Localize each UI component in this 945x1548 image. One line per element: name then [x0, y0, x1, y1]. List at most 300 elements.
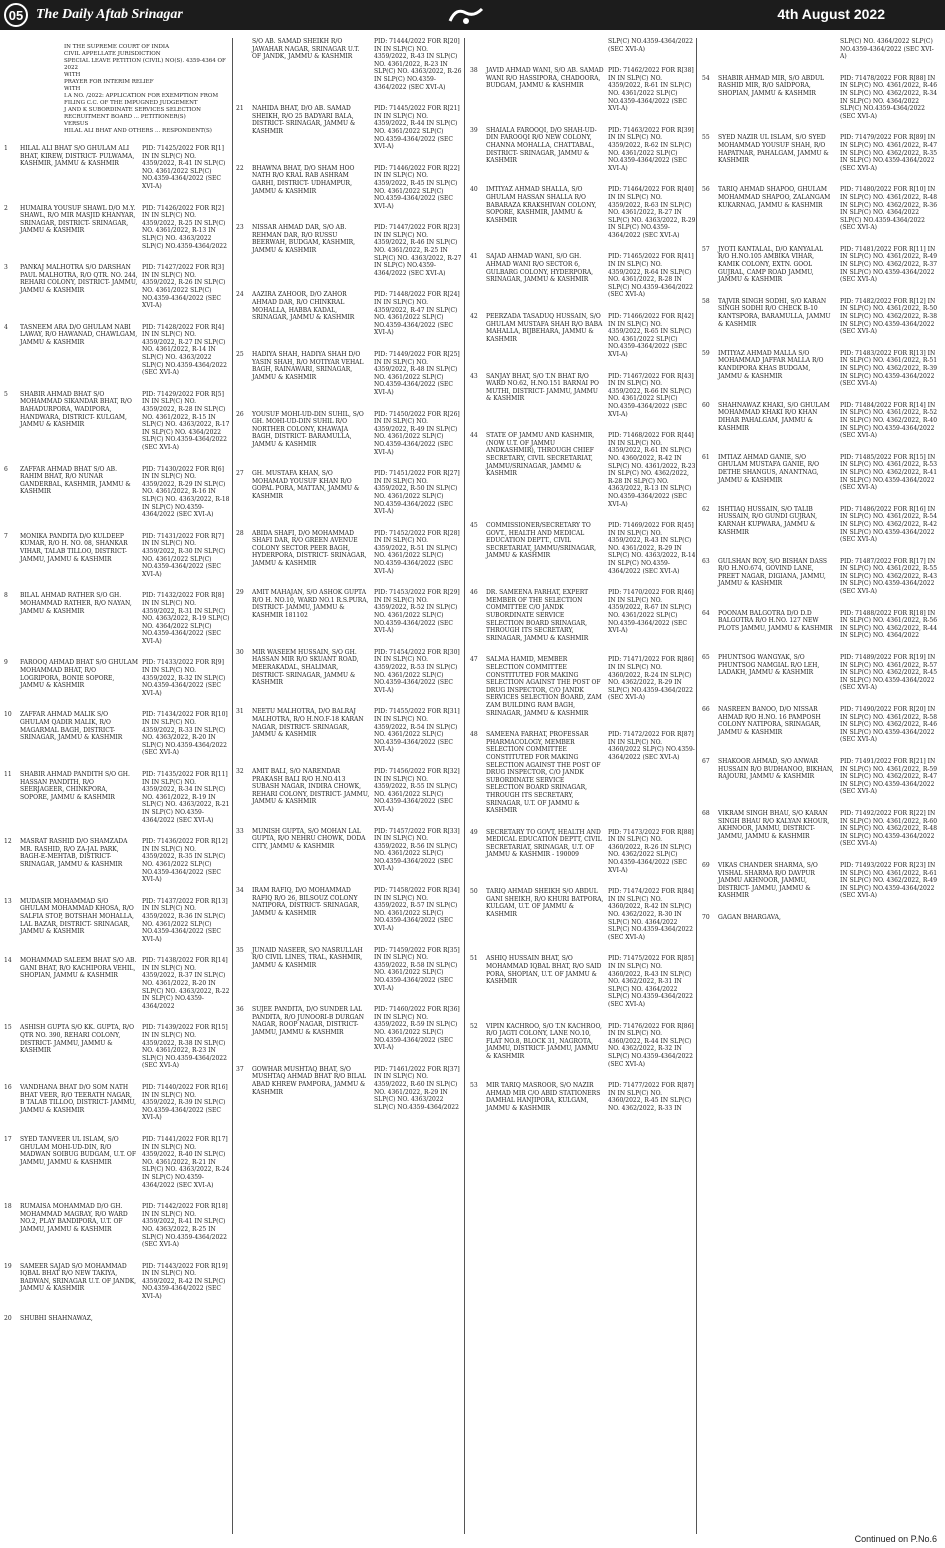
process-id: PID: 71440/2022 FOR R[16] IN IN SLP(C) NO. 4359/2022, R-39 IN SLP(C) NO.4359-4364/2022 (SEC XVI-A): [142, 1084, 228, 1122]
respondent-entry: [236, 649, 464, 695]
process-id: PID: 71483/2022 FOR R[13] IN IN SLP(C) NO. 4361/2022, R-51 IN SLP(C) NO. 4362/2022, R-39 IN SLP(C) NO.4359-4364/2022 (SEC XVI-A): [840, 349, 938, 388]
respondent-name: TARIQ AHMAD SHEIKH S/O ABDUL GANI SHEIKH, R/O KHURI BATPORA, KULGAM, U.T. OF JAMMU & KASHMIR: [486, 888, 604, 919]
respondent-entry: [702, 246, 938, 284]
preamble-line: HILAL ALI BHAT AND OTHERS ... RESPONDENT(S): [64, 128, 212, 134]
entry-number: 66: [702, 706, 710, 713]
process-id: PID: 71475/2022 FOR R[85] IN IN SLP(C) NO. 4360/2022, R-43 IN SLP(C) NO. 4362/2022, R-31 IN SLP(C) NO. 4364/2022 SLP(C) NO.4359-4364/2022 (SEC XVI-A): [608, 955, 694, 1008]
entry-number: 35: [236, 946, 244, 954]
process-id: PID: 71481/2022 FOR R[11] IN IN SLP(C) NO. 4361/2022, R-49 IN SLP(C) NO. 4362/2022, R-37 IN SLP(C) NO.4359-4364/2022 (SEC XVI-A): [840, 245, 938, 284]
process-id: PID: 71443/2022 FOR R[19] IN IN SLP(C) NO. 4359/2022, R-42 IN SLP(C) NO.4359-4364/2022 (SEC XVI-A): [142, 1262, 228, 1301]
respondent-entry: [702, 506, 938, 544]
respondent-name: AMIT MAHAJAN, S/O ASHOK GUPTA R/O H. NO.10, WARD NO.1 R.S.PURA, DISTRICT- JAMMU, JAMMU & KASHMIR 181102: [252, 589, 369, 620]
respondent-entry: [236, 530, 464, 576]
respondent-entry: [4, 145, 232, 191]
process-id: PID: 71433/2022 FOR R[9] IN IN SLP(C) NO. 4359/2022, R-32 IN SLP(C) NO.4359-4364/2022 (SEC XVI-A): [142, 659, 226, 697]
entry-number: 23: [236, 224, 244, 232]
respondent-entry: [4, 771, 232, 824]
respondent-name: SHAKOOR AHMAD, S/O ANWAR HUSSAIN R/O BUDHANOO, BIKHAN, RAJOURI, JAMMU & KASHMIR: [718, 757, 834, 781]
respondent-name: YOUSUF MOHI-UD-DIN SUHIL, S/O GH. MOHI-UD-DIN SUHIL R/O NORTHER COLONY, KHAWAJA BAGH, DISTRICT- BARAMULLA, JAMMU & KASHMIR: [252, 410, 364, 448]
respondent-entry: [470, 373, 696, 419]
respondent-entry: [470, 731, 696, 815]
page-number: 05: [4, 3, 28, 27]
respondent-entry: [236, 828, 464, 874]
respondent-name: NEETU MALHOTRA, D/O BALRAJ MALHOTRA, R/O H.NO.F-18 KARAN NAGAR, DISTRICT- SRINAGAR, JAMMU & KASHMIR: [252, 708, 364, 739]
respondent-name: [718, 38, 840, 61]
respondent-name: MUDASIR MOHAMMAD S/O GHULAM MOHAMMAD KHOSA, R/O SALFIA STOP, BOTSHAH MOHALLA, LAL BAZAR, DISTRICT- SRINAGAR, JAMMU & KASHMIR: [20, 897, 134, 936]
entry-number: 11: [4, 771, 12, 778]
entry-number: 9: [4, 659, 8, 667]
respondent-name: SANJAY BHAT, S/O T.N BHAT R/O WARD NO.62, H.NO.151 BARNAI PO MUTHI, DISTRICT- JAMMU, JAMMU & KASHMIR: [486, 372, 599, 403]
entry-number: 27: [236, 470, 244, 478]
respondent-entry: [702, 654, 938, 692]
respondent-name: ASHIQ HUSSAIN BHAT, S/O MOHAMMAD IQBAL BHAT, R/O SAID PORA, SHOPIAN, U.T. OF JAMMU & KASHMIR: [486, 955, 602, 986]
respondent-entry: [236, 947, 464, 993]
respondent-entry: [4, 1263, 232, 1301]
respondent-name: TARIQ AHMAD SHAPOO, GHULAM MOHAMMAD SHAPOO, ZALANGAM KUKARNAG, JAMMU & KASHMIR: [718, 186, 831, 209]
process-id: PID: 71464/2022 FOR R[40] IN IN SLP(C) NO. 4359/2022, R-63 IN SLP(C) NO. 4361/2022, R-27 IN SLP(C) NO. 4363/2022, R-29 IN SLP(C) NO.4359-4364/2022 (SEC XVI-A): [608, 186, 696, 239]
respondent-name: ZAFFAR AHMAD MALIK S/O GHULAM QADIR MALIK, R/O MAGARMAL BAGH, DISTRICT- SRINAGAR, JAMMU & KASHMIR: [20, 711, 123, 742]
process-id: PID: 71471/2022 FOR R[86] IN IN SLP(C) NO. 4360/2022, R-24 IN SLP(C) NO. 4362/2022, R-29 IN SLP(C) NO.4359-4364/2022 (SEC XVI-A): [608, 656, 694, 702]
process-id: PID: 71454/2022 FOR R[30] IN IN SLP(C) NO. 4359/2022, R-53 IN SLP(C) NO. 4361/2022 SLP(C) NO.4359-4364/2022 (SEC XVI-A): [374, 648, 460, 694]
respondent-name: GAGAN BHARGAVA,: [718, 913, 781, 921]
process-id: PID: 71492/2022 FOR R[22] IN IN SLP(C) NO. 4361/2022, R-60 IN SLP(C) NO. 4362/2022, R-48 IN SLP(C) NO.4359-4364/2022 (SEC XVI-A): [840, 809, 938, 848]
entry-number: 57: [702, 245, 710, 253]
preamble-line: I.A NO. /2022: APPLICATION FOR EXEMPTION FROM FILING C.C. OF THE IMPUGNED JUDGEMENT: [64, 93, 219, 106]
respondent-name: SYED TANVEER UL ISLAM, S/O GHULAM MOHI-UD-DIN, R/O MADWAN SOIBUG BUDGAM, U.T. OF JAMMU, JAMMU & KASHMIR: [20, 1135, 137, 1166]
respondent-name: JYOTI KANTALAL, D/O KANYALAL R/O H.NO.105 AMBIKA VIHAR, KAMIK COLONY, EXTN. GOOL GUJRAL, CAMP ROAD JAMMU, JAMMU & KASHMIR: [718, 245, 824, 284]
respondent-entry: [236, 1066, 464, 1112]
respondent-name: IRAM RAFIQ, D/O MOHAMMAD RAFIQ R/O 26, BILSOUZ COLONY NATIPORA, DISTRICT- SRINAGAR, JAMMU & KASHMIR: [252, 887, 360, 917]
respondent-entry: [702, 454, 938, 492]
entry-number: 38: [470, 67, 478, 75]
respondent-entry: [702, 706, 938, 744]
process-id: PID: 71476/2022 FOR R[86] IN IN SLP(C) NO. 4360/2022, R-44 IN SLP(C) NO. 4362/2022, R-32 IN SLP(C) NO.4359-4364/2022 (SEC XVI-A): [608, 1022, 694, 1068]
respondent-entry: [4, 391, 232, 452]
entry-number: 18: [4, 1203, 12, 1211]
process-id: PID: 71439/2022 FOR R[15] IN IN SLP(C) NO. 4359/2022, R-38 IN SLP(C) NO. 4361/2022, R-23 IN SLP(C) NO.4359-4364/2022 (SEC XVI-A): [142, 1024, 228, 1070]
respondent-name: S/O AB. SAMAD SHEIKH R/O JAWAHAR NAGAR, SRINAGAR U.T. OF JANDK, JAMMU & KASHMIR: [252, 38, 360, 61]
respondent-name: HUMAIRA YOUSUF SHAWL D/O M.Y. SHAWL, R/O MIR MASJID KHANYAR, SRINAGAR, DISTRICT- SRINAGAR, JAMMU & KASHMIR: [20, 204, 136, 235]
entry-number: 22: [236, 164, 244, 172]
entry-number: 62: [702, 505, 710, 513]
respondent-entry: [470, 38, 696, 53]
process-id: PID: 71491/2022 FOR R[21] IN IN SLP(C) NO. 4361/2022, R-59 IN SLP(C) NO. 4362/2022, R-47 IN SLP(C) NO.4359-4364/2022 (SEC XVI-A): [840, 757, 938, 796]
process-id: PID: 71468/2022 FOR R[44] IN IN SLP(C) NO. 4359/2022, R-61 IN SLP(C) NO. 4360/2022, R-42 IN SLP(C) NO. 4361/2022, R-23 IN SLP(C) NO. 4362/2022, R-28 IN SLP(C) NO. 4363/2022, R-13 IN SLP(C) NO.4359-4364/2022 (SEC XVI-A): [608, 432, 696, 508]
respondent-name: ASHISH GUPTA S/O KK. GUPTA, R/O QTR NO. 390, REHARI COLONY, DISTRICT- JAMMU, JAMMU & KASHMIR: [20, 1024, 134, 1055]
respondent-name: SUJEE PANDITA, D/O SUNDER LAL PANDITA, R/O JUNOORI-B DURGAN NAGAR, ROOP NAGAR, DISTRICT- JAMMU, JAMMU & KASHMIR: [252, 1006, 364, 1036]
respondent-name: DR. SAMEENA FARHAT, EXPERT MEMBER OF THE SELECTION COMMITTEE C/O JANDK SUBORDINATE SERVICE SELECTION BOARD SRINAGAR, THROUGH ITS SECRETARY, SRINAGAR, JAMMU & KASHMIR: [486, 589, 589, 642]
respondent-name: GH. MUSTAFA KHAN, S/O MOHAMAD YOUSUF KHAN R/O GOPAL PORA, MATTAN, JAMMU & KASHMIR: [252, 470, 360, 500]
respondent-name: NAHIDA BHAT, D/O AB. SAMAD SHEIKH, R/O 25 BADYARI BALA, DISTRICT- SRINAGAR, JAMMU & KASHMIR: [252, 105, 356, 135]
process-id: PID: 71458/2022 FOR R[34] IN IN SLP(C) NO. 4359/2022, R-57 IN SLP(C) NO. 4361/2022 SLP(C) NO.4359-4364/2022 (SEC XVI-A): [374, 887, 460, 933]
respondent-name: VIPIN KACHROO, S/O T.N KACHROO, R/O JAGTI COLONY, LANE NO.10, FLAT NO.8, BLOCK 31, NAGROTA, JAMMU, DISTRICT- JAMMU, JAMMU & KASHMIR: [486, 1022, 602, 1060]
respondent-name: STATE OF JAMMU AND KASHMIR, (NOW U.T. OF JAMMU ANDKASHMIR), THROUGH CHIEF SECRETARY, CIVIL SECRETARIAT, JAMMU/SRINAGAR, JAMMU & KASHMIR: [486, 432, 595, 478]
entry-number: 3: [4, 264, 8, 272]
respondent-entry: [4, 711, 232, 757]
respondent-entry: [702, 862, 938, 900]
respondent-name: AAZIRA ZAHOOR, D/O ZAHOR AHMAD DAR, R/O CHINKRAL MOHALLA, HABBA KADAL, SRINAGAR, JAMMU & KASHMIR: [252, 291, 355, 322]
respondent-name: ABIDA SHAFI, D/O MOHAMMAD SHAFI DAR, R/O GREEN AVENUE COLONY SECTOR PEER BAGH, HYDERPORA, DISTRICT- SRINAGAR, JAMMU & KASHMIR: [252, 529, 367, 568]
respondent-name: ZAFFAR AHMAD BHAT S/O AB. RAHIM BHAT, R/O NUNAR GANDERBAL, KASHMIR, JAMMU & KASHMIR: [20, 465, 131, 496]
respondent-entry: [236, 165, 464, 211]
respondent-name: VIKRAM SINGH BHAU, S/O KARAN SINGH BHAU R/O KALYAN KHOUR, AKHNOOR, JAMMU, DISTRICT- JAMMU, JAMMU & KASHMIR: [718, 809, 830, 840]
entry-number: 48: [470, 731, 478, 739]
entry-number: 44: [470, 432, 478, 440]
respondent-name: PEERZADA TASADUQ HUSSAIN, S/O GHULAM MUSTAFA SHAH R/O BABA MAHALLA, BIJBEHARA, JAMMU & KASHMIR: [486, 313, 603, 343]
entry-number: 13: [4, 897, 12, 905]
process-id: PID: 71485/2022 FOR R[15] IN IN SLP(C) NO. 4361/2022, R-53 IN SLP(C) NO. 4362/2022, R-41 IN SLP(C) NO.4359-4364/2022 (SEC XVI-A): [840, 453, 938, 492]
respondent-name: PANKAJ MALHOTRA S/O DARSHAN PAUL MALHOTRA, R/O QTR. NO. 244, REHARI COLONY, DISTRICT- JAMMU, JAMMU & KASHMIR: [20, 264, 138, 294]
respondent-name: IMTIYAZ AHMAD MALLA S/O MOHAMMAD JAFFAR MALLA R/O KANDIPORA KHAS BUDGAM, JAMMU & KASHMIR: [718, 349, 824, 380]
respondent-list: [236, 38, 464, 1111]
column-1: [4, 38, 233, 1534]
entry-number: 68: [702, 809, 710, 817]
process-id: PID: 71477/2022 FOR R[87] IN IN SLP(C) NO. 4360/2022, R-45 IN SLP(C) NO. 4362/2022, R-33 IN: [608, 1082, 694, 1112]
preamble-line: WITH: [64, 72, 81, 78]
respondent-entry: [4, 659, 232, 697]
respondent-entry: [236, 887, 464, 933]
entry-number: 60: [702, 401, 710, 409]
process-id: PID: 71466/2022 FOR R[42] IN IN SLP(C) NO. 4359/2022, R-65 IN SLP(C) NO. 4361/2022 SLP(C) NO.4359-4364/2022 (SEC XVI-A): [608, 313, 694, 358]
respondent-entry: [702, 914, 938, 922]
respondent-entry: [4, 838, 232, 884]
respondent-name: TAJVIR SINGH SODHI, S/O KARAN SINGH SODHI R/O CHECK B-10 KANTSPORA, BARAMULLA, JAMMU & KASHMIR: [718, 297, 831, 328]
respondent-entry: [470, 67, 696, 113]
respondent-entry: [4, 1024, 232, 1070]
process-id: PID: 71431/2022 FOR R[7] IN IN SLP(C) NO. 4359/2022, R-30 IN SLP(C) NO. 4361/2022 SLP(C) NO.4359-4364/2022 (SEC XVI-A): [142, 532, 226, 578]
entry-number: 25: [236, 351, 244, 358]
entry-number: 61: [702, 453, 710, 461]
respondent-name: SHABIR AHMAD BHAT S/O MOHAMMAD SIKANDAR BHAT, R/O BAHADURPORA, WADIPORA, HANDWARA, DISTRICT- KULGAM, JAMMU & KASHMIR: [20, 390, 132, 429]
respondent-entry: [236, 291, 464, 337]
respondent-entry: [4, 1315, 232, 1323]
respondent-name: VANDHANA BHAT D/O SOM NATH BHAT VEER, R/O TEERATH NAGAR, B TALAB TILLOO, DISTRICT- JAMMU, JAMMU & KASHMIR: [20, 1084, 136, 1114]
respondent-entry: [236, 708, 464, 754]
process-id: PID: 71425/2022 FOR R[1] IN IN SLP(C) NO. 4359/2022, R-41 IN SLP(C) NO. 4361/2022 SLP(C) NO.4359-4364/2022 (SEC XVI-A): [142, 145, 226, 190]
respondent-name: IMTIAZ AHMAD GANIE, S/O GHULAM MUSTAFA GANIE, R/O DETHE SHANGUS, ANANTNAG, JAMMU & KASHMIR: [718, 453, 820, 484]
entry-number: 46: [470, 589, 478, 597]
process-id: PID: 71448/2022 FOR R[24] IN IN SLP(C) NO. 4359/2022, R-47 IN SLP(C) NO. 4361/2022 SLP(C) NO.4359-4364/2022 (SEC XVI-A): [374, 291, 460, 337]
process-id: PID: 71444/2022 FOR R[20] IN IN SLP(C) NO. 4359/2022, R-43 IN SLP(C) NO. 4361/2022, R-23 IN SLP(C) NO. 4363/2022, R-26 IN SLP(C) NO.4359-4364/2022 (SEC XVI-A): [374, 38, 462, 91]
entry-number: 29: [236, 589, 244, 597]
respondent-name: GOWHAR MUSHTAQ BHAT, S/O MUSHTAQ AHMAD BHAT R/O BILAL ABAD KHREW PAMPORA, JAMMU & KASHMIR: [252, 1065, 367, 1096]
respondent-name: GULSHAN ROY, S/O BISHAN DASS R/O H.NO.674, GOVIND LANE, PREET NAGAR, DIGIANA, JAMMU, JAMMU & KASHMIR: [718, 557, 827, 588]
entry-number: 5: [4, 390, 8, 398]
process-id: [142, 1315, 232, 1323]
process-id: PID: 71449/2022 FOR R[25] IN IN SLP(C) NO. 4359/2022, R-48 IN SLP(C) NO. 4361/2022 SLP(C) NO.4359-4364/2022 (SEC XVI-A): [374, 351, 460, 396]
entry-number: 4: [4, 323, 8, 331]
process-id: PID: 71474/2022 FOR R[84] IN IN SLP(C) NO. 4360/2022, R-42 IN SLP(C) NO. 4362/2022, R-30 IN SLP(C) NO. 4364/2022 SLP(C) NO.4359-4364/2022 (SEC XVI-A): [608, 888, 694, 941]
entry-number: 47: [470, 656, 478, 664]
respondent-entry: [4, 1203, 232, 1249]
respondent-name: SHUBHI SHAHNAWAZ,: [20, 1314, 93, 1322]
respondent-list: [702, 38, 938, 921]
process-id: PID: 71428/2022 FOR R[4] IN IN SLP(C) NO. 4359/2022, R-27 IN SLP(C) NO. 4361/2022, R-14 IN SLP(C) NO. 4363/2022 SLP(C) NO.4359-4364/2022 (SEC XVI-A): [142, 323, 227, 377]
respondent-name: MIR WASEEM HUSSAIN, S/O GH. HASSAN MIR R/O SKUANT ROAD, MEERAKADAL, SHALIMAR, DISTRICT- SRINAGAR, JAMMU & KASHMIR: [252, 648, 359, 687]
masthead: [0, 0, 945, 30]
respondent-entry: [470, 186, 696, 239]
respondent-entry: [236, 1006, 464, 1052]
respondent-entry: [4, 1136, 232, 1189]
entry-number: 52: [470, 1022, 478, 1030]
respondent-entry: [702, 75, 938, 121]
respondent-entry: [470, 1023, 696, 1069]
paper-name: The Daily Aftab Srinagar: [36, 7, 183, 22]
respondent-name: NISSAR AHMAD DAR, S/O AB. REHMAN DAR, R/O RUSSU BEERWAH, BUDGAM, KASHMIR, JAMMU & KASHMIR: [252, 224, 356, 255]
respondent-entry: [702, 402, 938, 440]
process-id: PID: 71430/2022 FOR R[6] IN IN SLP(C) NO. 4359/2022, R-29 IN SLP(C) NO. 4361/2022, R-16 IN SLP(C) NO. 4363/2022, R-18 IN SLP(C) NO.4359-4364/2022 (SEC XVI-A): [142, 465, 230, 519]
respondent-entry: [4, 898, 232, 944]
process-id: PID: 71470/2022 FOR R[46] IN IN SLP(C) NO. 4359/2022, R-67 IN SLP(C) NO. 4361/2022 SLP(C) NO.4359-4364/2022 (SEC XVI-A): [608, 589, 694, 635]
column-3: [470, 38, 697, 1534]
respondent-name: HADIYA SHAH, HADIYA SHAH D/O YASIN SHAH, R/O MOTIYAR VEHAL BAGH, RAINAWARI, SRINAGAR, JAMMU & KASHMIR: [252, 351, 364, 381]
process-id: PID: 71447/2022 FOR R[23] IN IN SLP(C) NO. 4359/2022, R-46 IN SLP(C) NO. 4361/2022, R-25 IN SLP(C) NO. 4363/2022, R-27 IN SLP(C) NO.4359-4364/2022 (SEC XVI-A): [374, 224, 462, 277]
respondent-entry: [702, 186, 938, 232]
process-id: PID: 71432/2022 FOR R[8] IN IN SLP(C) NO. 4359/2022, R-31 IN SLP(C) NO. 4363/2022, R-19 SLP(C) NO. 4364/2022 SLP(C) NO.4359-4364/2022 (SEC XVI-A): [142, 592, 230, 645]
respondent-name: COMMISSIONER/SECRETARY TO GOVT., HEALTH AND MEDICAL EDUCATION DEPTT., CIVIL SECRETARIAT, JAMMU/SRINAGAR, JAMMU & KASHMIR: [486, 522, 597, 560]
respondent-entry: [236, 470, 464, 516]
respondent-entry: [4, 1084, 232, 1122]
entry-number: 37: [236, 1065, 244, 1073]
respondent-entry: [702, 350, 938, 388]
entry-number: 36: [236, 1006, 244, 1014]
process-id: PID: 71465/2022 FOR R[41] IN IN SLP(C) NO. 4359/2022, R-64 IN SLP(C) NO. 4361/2022, R-28 IN SLP(C) NO.4359-4364/2022 (SEC XVI-A): [608, 253, 694, 299]
process-id: PID: 71445/2022 FOR R[21] IN IN SLP(C) NO. 4359/2022, R-44 IN SLP(C) NO. 4361/2022 SLP(C) NO.4359-4364/2022 (SEC XVI-A): [374, 105, 460, 151]
entry-number: 33: [236, 827, 244, 835]
respondent-name: FAROOQ AHMAD BHAT S/O GHULAM MOHAMMAD BHAT, R/O LOGRIPORA, BONIE SOPORE, JAMMU & KASHMIR: [20, 659, 138, 690]
process-id: PID: 71437/2022 FOR R[13] IN IN SLP(C) NO. 4359/2022, R-36 IN SLP(C) NO. 4361/2022 SLP(C) NO.4359-4364/2022 (SEC XVI-A): [142, 897, 228, 943]
process-id: PID: 71434/2022 FOR R[10] IN IN SLP(C) NO. 4359/2022, R-33 IN SLP(C) NO. 4363/2022, R-20 IN SLP(C) NO.4359-4364/2022 (SEC XVI-A): [142, 711, 228, 757]
entry-number: 7: [4, 532, 8, 540]
process-id: PID: 71442/2022 FOR R[18] IN IN SLP(C) NO. 4359/2022, R-41 IN SLP(C) NO. 4363/2022, R-25 IN SLP(C) NO.4359-4364/2022 (SEC XVI-A): [142, 1203, 228, 1249]
process-id: PID: 71452/2022 FOR R[28] IN IN SLP(C) NO. 4359/2022, R-51 IN SLP(C) NO. 4361/2022 SLP(C) NO.4359-4364/2022 (SEC XVI-A): [374, 529, 460, 575]
respondent-list: [4, 145, 232, 1322]
respondent-name: RUMAISA MOHAMMAD D/O GH. MOHAMMAD MAGRAY, R/O WARD NO.2, PLAY BANDIPORA, U.T. OF JAMMU, JAMMU & KASHMIR: [20, 1203, 128, 1233]
preamble-line: CIVIL APPELLATE JURISDICTION: [64, 51, 161, 57]
respondent-name: SAJAD AHMAD WANI, S/O GH. AHMAD WANI R/O SECTOR 6, GULBARG COLONY, HYDERPORA, SRINAGAR, JAMMU & KASHMIR: [486, 253, 594, 284]
entry-number: 42: [470, 313, 478, 321]
respondent-entry: [236, 105, 464, 151]
process-id: PID: 71478/2022 FOR R[88] IN IN SLP(C) NO. 4361/2022, R-46 IN SLP(C) NO. 4362/2022, R-34 IN SLP(C) NO. 4364/2022 SLP(C) NO.4359-4364/2022 (SEC XVI-A): [840, 74, 938, 120]
respondent-entry: [236, 38, 464, 91]
entry-number: 67: [702, 757, 710, 765]
entry-number: 10: [4, 711, 12, 719]
entry-number: 65: [702, 654, 710, 662]
process-id: PID: 71459/2022 FOR R[35] IN IN SLP(C) NO. 4359/2022, R-58 IN SLP(C) NO. 4361/2022 SLP(C) NO.4359-4364/2022 (SEC XVI-A): [374, 946, 460, 992]
process-id: [840, 914, 938, 922]
respondent-name: VIKAS CHANDER SHARMA, S/O VISHAL SHARMA R/O DAVPUR JAMMU AKHNOOR, JAMMU, DISTRICT- JAMMU, JAMMU & KASHMIR: [718, 861, 818, 900]
respondent-name: SAMEENA FARHAT, PROFESSAR PHARMACOLOGY, MEMBER SELECTION COMMITTEE CONSTITUTED FOR MAKING SELECTION AGAINST THE POST OF DRUG INSPECTOR, C/O JANDK SUBORDINATE SERVICE SELECTION BOARD SRINAGAR, THROUGH ITS SECRETARY, SRINAGAR, U.T. OF JAMMU & KASHMIR: [486, 731, 601, 815]
entry-number: 1: [4, 145, 8, 152]
respondent-name: JAVID AHMAD WANI, S/O AB. SAMAD WANI R/O HASSIPORA, CHADOORA, BUDGAM, JAMMU & KASHMIR: [486, 67, 604, 90]
entry-number: 17: [4, 1135, 12, 1143]
respondent-entry: [4, 592, 232, 645]
case-preamble: [64, 44, 228, 135]
entry-number: 24: [236, 291, 244, 299]
entry-number: 54: [702, 74, 710, 82]
entry-number: 30: [236, 648, 244, 656]
entry-number: [470, 38, 486, 53]
respondent-entry: [470, 127, 696, 173]
respondent-entry: [236, 224, 464, 277]
respondent-name: MUNISH GUPTA, S/O MOHAN LAL GUPTA, R/O NEHRU CHOWK, DODA CITY, JAMMU & KASHMIR: [252, 827, 366, 850]
respondent-entry: [470, 522, 696, 575]
entry-number: 21: [236, 105, 244, 113]
entry-number: 50: [470, 888, 478, 896]
respondent-entry: [702, 38, 938, 61]
process-id: PID: 71451/2022 FOR R[27] IN IN SLP(C) NO. 4359/2022, R-50 IN SLP(C) NO. 4361/2022 SLP(C) NO.4359-4364/2022 (SEC XVI-A): [374, 470, 460, 516]
process-id: PID: 71463/2022 FOR R[39] IN IN SLP(C) NO. 4359/2022, R-62 IN SLP(C) NO. 4361/2022 SLP(C) NO.4359-4364/2022 (SEC XVI-A): [608, 126, 694, 172]
respondent-entry: [4, 264, 232, 310]
respondent-name: [486, 38, 608, 53]
process-id: PID: 71450/2022 FOR R[26] IN IN SLP(C) NO. 4359/2022, R-49 IN SLP(C) NO. 4361/2022 SLP(C) NO.4359-4364/2022 (SEC XVI-A): [374, 410, 460, 456]
respondent-name: BHAWNA BHAT, D/O SHAM HOO NATH R/O KRAL RAB ASHRAM GARHI, DISTRICT- UDHAMPUR, JAMMU & KASHMIR: [252, 164, 355, 195]
respondent-entry: [4, 324, 232, 377]
respondent-entry: [470, 955, 696, 1008]
respondent-entry: [236, 411, 464, 457]
respondent-name: POONAM BALGOTRA D/O D.D BALGOTRA R/O H.NO. 127 NEW PLOTS JAMMU, JAMMU & KASHMIR: [718, 609, 833, 632]
entry-number: 34: [236, 887, 244, 895]
process-id: PID: 71441/2022 FOR R[17] IN IN SLP(C) NO. 4359/2022, R-40 IN SLP(C) NO. 4361/2022, R-21 IN SLP(C) NO. 4363/2022, R-24 IN SLP(C) NO.4359-4364/2022 (SEC XVI-A): [142, 1135, 230, 1189]
entry-number: 8: [4, 592, 8, 600]
preamble-line: IN THE SUPREME COURT OF INDIA: [64, 44, 170, 50]
process-id: PID: 71472/2022 FOR R[87] IN IN SLP(C) NO. 4360/2022 SLP(C) NO.4359-4364/2022 (SEC XVI-A): [608, 731, 695, 761]
respondent-entry: [470, 432, 696, 508]
entry-number: 70: [702, 913, 710, 921]
process-id: PID: 71457/2022 FOR R[33] IN IN SLP(C) NO. 4359/2022, R-56 IN SLP(C) NO. 4361/2022 SLP(C) NO.4359-4364/2022 (SEC XVI-A): [374, 827, 460, 873]
respondent-entry: [702, 298, 938, 336]
respondent-entry: [470, 1082, 696, 1112]
respondent-list: [470, 38, 696, 1113]
process-id: PID: 71479/2022 FOR R[89] IN IN SLP(C) NO. 4361/2022, R-47 IN SLP(C) NO. 4362/2022, R-35 IN SLP(C) NO.4359-4364/2022 (SEC XVI-A): [840, 134, 938, 172]
respondent-name: TASNEEM ARA D/O GHULAM NABI LAWAY, R/O HAWANAD, CHAWLGAM, JAMMU & KASHMIR: [20, 323, 138, 346]
preamble-line: SPECIAL LEAVE PETITION (CIVIL) NO(S). 4359-4364 OF 2022: [64, 58, 226, 71]
respondent-name: NASREEN BANOO, D/O NISSAR AHMAD R/O H.NO. 16 PAMPOSH COLONY NATIPORA, SRINAGAR, JAMMU & KASHMIR: [718, 706, 821, 736]
entry-number: 31: [236, 708, 244, 716]
process-id: PID: 71455/2022 FOR R[31] IN IN SLP(C) NO. 4359/2022, R-54 IN SLP(C) NO. 4361/2022 SLP(C) NO.4359-4364/2022 (SEC XVI-A): [374, 708, 460, 754]
respondent-name: ISHTIAQ HUSSAIN, S/O TALIB HUSSAIN, R/O GUNDI GUJRAN, KARNAH KUPWARA, JAMMU & KASHMIR: [718, 505, 818, 536]
issue-date: 4th August 2022: [777, 6, 885, 22]
respondent-name: SALMA HAMID, MEMBER SELECTION COMMITTEE CONSTITUTED FOR MAKING SELECTION AGAINST THE POST OF DRUG INSPECTOR, C/O JANDK SERVICES SELECTION BOARD, ZAM ZAM BUILDING RAM BAGH, SRINAGAR, JAMMU & KASHMIR: [486, 656, 602, 717]
process-id: PID: 71427/2022 FOR R[3] IN IN SLP(C) NO. 4359/2022, R-26 IN SLP(C) NO. 4361/2022 SLP(C) NO.4359-4364/2022 (SEC XVI-A): [142, 264, 226, 310]
process-id: PID: 71453/2022 FOR R[29] IN IN SLP(C) NO. 4359/2022, R-52 IN SLP(C) NO. 4361/2022 SLP(C) NO.4359-4364/2022 (SEC XVI-A): [374, 589, 460, 635]
respondent-name: SHAHNAWAZ KHAKI, S/O GHULAM MOHAMMAD KHAKI R/O KHAN DIHAR PAHALGAM, JAMMU & KASHMIR: [718, 401, 830, 432]
entry-number: 64: [702, 609, 710, 617]
process-id: PID: 71473/2022 FOR R[88] IN IN SLP(C) NO. 4360/2022, R-26 IN SLP(C) NO. 4362/2022 SLP(C) NO.4359-4364/2022 (SEC XVI-A): [608, 828, 694, 874]
respondent-entry: [4, 533, 232, 579]
process-id: PID: 71482/2022 FOR R[12] IN IN SLP(C) NO. 4361/2022, R-50 IN SLP(C) NO. 4362/2022, R-38 IN SLP(C) NO.4359-4364/2022 (SEC XVI-A): [840, 297, 938, 336]
entry-number: 12: [4, 838, 12, 846]
respondent-name: MIR TARIQ MASROOR, S/O NAZIR AHMAD MIR C/O ABID STATIONERS DAMHAL HANJIPORA, KULGAM, JAMMU & KASHMIR: [486, 1082, 601, 1112]
entry-number: 43: [470, 372, 478, 380]
entry-number: [702, 38, 718, 61]
column-2: [236, 38, 465, 1534]
process-id: PID: 71426/2022 FOR R[2] IN IN SLP(C) NO. 4359/2022, R-25 IN SLP(C) NO. 4361/2022, R-13 IN SLP(C) NO. 4363/2022 SLP(C) NO.4359-4364/2022: [142, 204, 227, 250]
entry-number: 69: [702, 861, 710, 869]
entry-number: 41: [470, 253, 478, 261]
respondent-entry: [470, 253, 696, 299]
respondent-name: SHAIALA FAROOQI, D/O SHAH-UD-DIN FAROOQI R/O NEW COLONY, CHANNA MOHALLA, CHATTABAL, DISTRICT- SRINAGAR, JAMMU & KASHMIR: [486, 126, 597, 165]
respondent-name: HILAL ALI BHAT S/O GHULAM ALI BHAT, KIREW, DISTRICT- PULWAMA, KASHMIR, JAMMU & KASHMIR: [20, 145, 135, 168]
entry-number: 16: [4, 1084, 12, 1091]
process-id: PID: 71460/2022 FOR R[36] IN IN SLP(C) NO. 4359/2022, R-59 IN SLP(C) NO. 4361/2022 SLP(C) NO.4359-4364/2022 (SEC XVI-A): [374, 1006, 460, 1052]
preamble-line: WITH: [64, 86, 81, 92]
respondent-entry: [470, 829, 696, 875]
respondent-entry: [470, 888, 696, 941]
respondent-name: MASRAT RASHID D/O SHAMZADA MR. RASHID, R/O ZA-JAL PARK, BAGH-E-MEHTAB, DISTRICT- SRINAGAR, JAMMU & KASHMIR: [20, 838, 128, 868]
process-id: PID: 71435/2022 FOR R[11] IN IN SLP(C) NO. 4359/2022, R-34 IN SLP(C) NO. 4361/2022, R-19 IN SLP(C) NO. 4363/2022, R-21 IN SLP(C) NO.4359-4364/2022 (SEC XVI-A): [142, 771, 230, 824]
process-id: PID: 71486/2022 FOR R[16] IN IN SLP(C) NO. 4361/2022, R-54 IN SLP(C) NO. 4362/2022, R-42 IN SLP(C) NO.4359-4364/2022 (SEC XVI-A): [840, 505, 938, 544]
respondent-entry: [702, 810, 938, 848]
preamble-line: PRAYER FOR INTERIM RELIEF: [64, 79, 154, 85]
column-4: [702, 38, 938, 1534]
respondent-entry: [702, 134, 938, 172]
continued-note: Continued on P.No.6: [854, 1534, 937, 1544]
respondent-entry: [4, 205, 232, 251]
process-id: PID: 71467/2022 FOR R[43] IN IN SLP(C) NO. 4359/2022, R-66 IN SLP(C) NO. 4361/2022 SLP(C) NO.4359-4364/2022 (SEC XVI-A): [608, 372, 694, 418]
respondent-name: SAMEER SAJAD S/O MOHAMMAD IQBAL BHAT R/O NEW TAKIYA, BADWAN, SRINAGAR U.T. OF JANDK, JAMMU & KASHMIR: [20, 1262, 137, 1293]
respondent-name: IMTIYAZ AHMAD SHALLA, S/O GHULAM HASSAN SHALLA R/O BABARAZA KRAKSHIVAN COLONY, SOPORE, KASHMIR, JAMMU & KASHMIR: [486, 186, 597, 224]
respondent-entry: [236, 768, 464, 814]
process-id: PID: 71456/2022 FOR R[32] IN IN SLP(C) NO. 4359/2022, R-55 IN SLP(C) NO. 4361/2022 SLP(C) NO.4359-4364/2022 (SEC XVI-A): [374, 767, 460, 813]
process-id: SLP(C) NO. 4364/2022 SLP(C) NO.4359-4364/2022 (SEC XVI-A): [840, 38, 934, 61]
entry-number: 15: [4, 1024, 12, 1032]
respondent-name: AMIT BALI, S/O NARENDAR PRAKASH BALI R/O H.NO.413 SUBASH NAGAR, INDIRA CHOWK, REHARI COLONY, DISTRICT- JAMMU, JAMMU & KASHMIR: [252, 767, 370, 806]
entry-number: 49: [470, 828, 478, 836]
entry-number: 40: [470, 186, 478, 194]
entry-number: 20: [4, 1314, 12, 1322]
respondent-entry: [702, 610, 938, 640]
process-id: PID: 71489/2022 FOR R[19] IN IN SLP(C) NO. 4361/2022, R-57 IN SLP(C) NO. 4362/2022, R-45 IN SLP(C) NO.4359-4364/2022 (SEC XVI-A): [840, 654, 938, 692]
respondent-entry: [702, 758, 938, 796]
process-id: PID: 71484/2022 FOR R[14] IN IN SLP(C) NO. 4361/2022, R-52 IN SLP(C) NO. 4362/2022, R-40 IN SLP(C) NO.4359-4364/2022 (SEC XVI-A): [840, 401, 938, 440]
entry-number: 58: [702, 297, 710, 305]
paper-logo-icon: [446, 3, 486, 27]
respondent-name: MONIKA PANDITA D/O KULDEEP KUMAR, R/O H. NO. 08, SHANKAR VIHAR, TALAB TILLOO, DISTRICT- JAMMU, JAMMU & KASHMIR: [20, 532, 128, 563]
process-id: PID: 71446/2022 FOR R[22] IN IN SLP(C) NO. 4359/2022, R-45 IN SLP(C) NO. 4361/2022 SLP(C) NO.4359-4364/2022 (SEC XVI-A): [374, 164, 460, 210]
entry-number: [236, 38, 252, 91]
entry-number: 19: [4, 1262, 12, 1270]
process-id: PID: 71462/2022 FOR R[38] IN IN SLP(C) NO. 4359/2022, R-61 IN SLP(C) NO. 4361/2022 SLP(C) NO.4359-4364/2022 (SEC XVI-A): [608, 67, 694, 113]
preamble-line: J AND K SUBORDINATE SERVICES SELECTION RECRUITMENT BOARD ... PETITIONER(S): [64, 107, 201, 120]
respondent-name: SYED NAZIR UL ISLAM, S/O SYED MOHAMMAD YOUSUF SHAH, R/O HAPATNAR, PAHALGAM, JAMMU & KASHMIR: [718, 134, 829, 165]
respondent-entry: [470, 656, 696, 717]
entry-number: 55: [702, 134, 710, 142]
process-id: PID: 71436/2022 FOR R[12] IN IN SLP(C) NO. 4359/2022, R-35 IN SLP(C) NO. 4361/2022 SLP(C) NO.4359-4364/2022 (SEC XVI-A): [142, 838, 228, 884]
process-id: PID: 71487/2022 FOR R[17] IN IN SLP(C) NO. 4361/2022, R-55 IN SLP(C) NO. 4362/2022, R-43 IN SLP(C) NO.4359-4364/2022 (SEC XVI-A): [840, 557, 938, 596]
entry-number: 6: [4, 465, 8, 473]
process-id: PID: 71429/2022 FOR R[5] IN IN SLP(C) NO. 4359/2022, R-28 IN SLP(C) NO. 4361/2022, R-15 IN SLP(C) NO. 4363/2022, R-17 IN SLP(C) NO. 4364/2022 SLP(C) NO.4359-4364/2022 (SEC XVI-A): [142, 390, 230, 451]
respondent-name: JUNAID NASEER, S/O NASRULLAH R/O CIVIL LINES, TRAL, KASHMIR, JAMMU & KASHMIR: [252, 946, 363, 969]
respondent-entry: [470, 589, 696, 642]
entry-number: 45: [470, 522, 478, 530]
entry-number: 28: [236, 529, 244, 537]
entry-number: 63: [702, 557, 710, 565]
process-id: PID: 71469/2022 FOR R[45] IN IN SLP(C) NO. 4359/2022, R-43 IN SLP(C) NO. 4361/2022, R-29 IN SLP(C) NO. 4363/2022, R-14 IN SLP(C) NO.4359-4364/2022 (SEC XVI-A): [608, 522, 696, 575]
entry-number: 56: [702, 186, 710, 194]
entry-number: 51: [470, 955, 478, 963]
process-id: SLP(C) NO.4359-4364/2022 (SEC XVI-A): [608, 38, 693, 53]
entry-number: 14: [4, 957, 12, 965]
entry-number: 26: [236, 410, 244, 418]
entry-number: 2: [4, 204, 8, 212]
respondent-name: BILAL AHMAD RATHER S/O GH. MOHAMMAD RATHER, R/O NAYAN, JAMMU & KASHMIR: [20, 592, 132, 615]
process-id: PID: 71493/2022 FOR R[23] IN IN SLP(C) NO. 4361/2022, R-61 IN SLP(C) NO. 4362/2022, R-49 IN SLP(C) NO.4359-4364/2022 (SEC XVI-A): [840, 861, 938, 900]
respondent-name: SECRETARY TO GOVT, HEALTH AND MEDICAL EDUCATION DEPTT, CIVIL SECRETARIAT, SRINAGAR, U.T. OF JAMMU & KASHMIR - 190009: [486, 828, 602, 859]
respondent-entry: [4, 957, 232, 1010]
process-id: PID: 71480/2022 FOR R[10] IN IN SLP(C) NO. 4361/2022, R-48 IN SLP(C) NO. 4362/2022, R-36 IN SLP(C) NO. 4364/2022 SLP(C) NO.4359-4364/2022 (SEC XVI-A): [840, 186, 938, 232]
process-id: PID: 71488/2022 FOR R[18] IN IN SLP(C) NO. 4361/2022, R-56 IN SLP(C) NO. 4362/2022, R-44 IN SLP(C) NO. 4364/2022: [840, 609, 938, 640]
